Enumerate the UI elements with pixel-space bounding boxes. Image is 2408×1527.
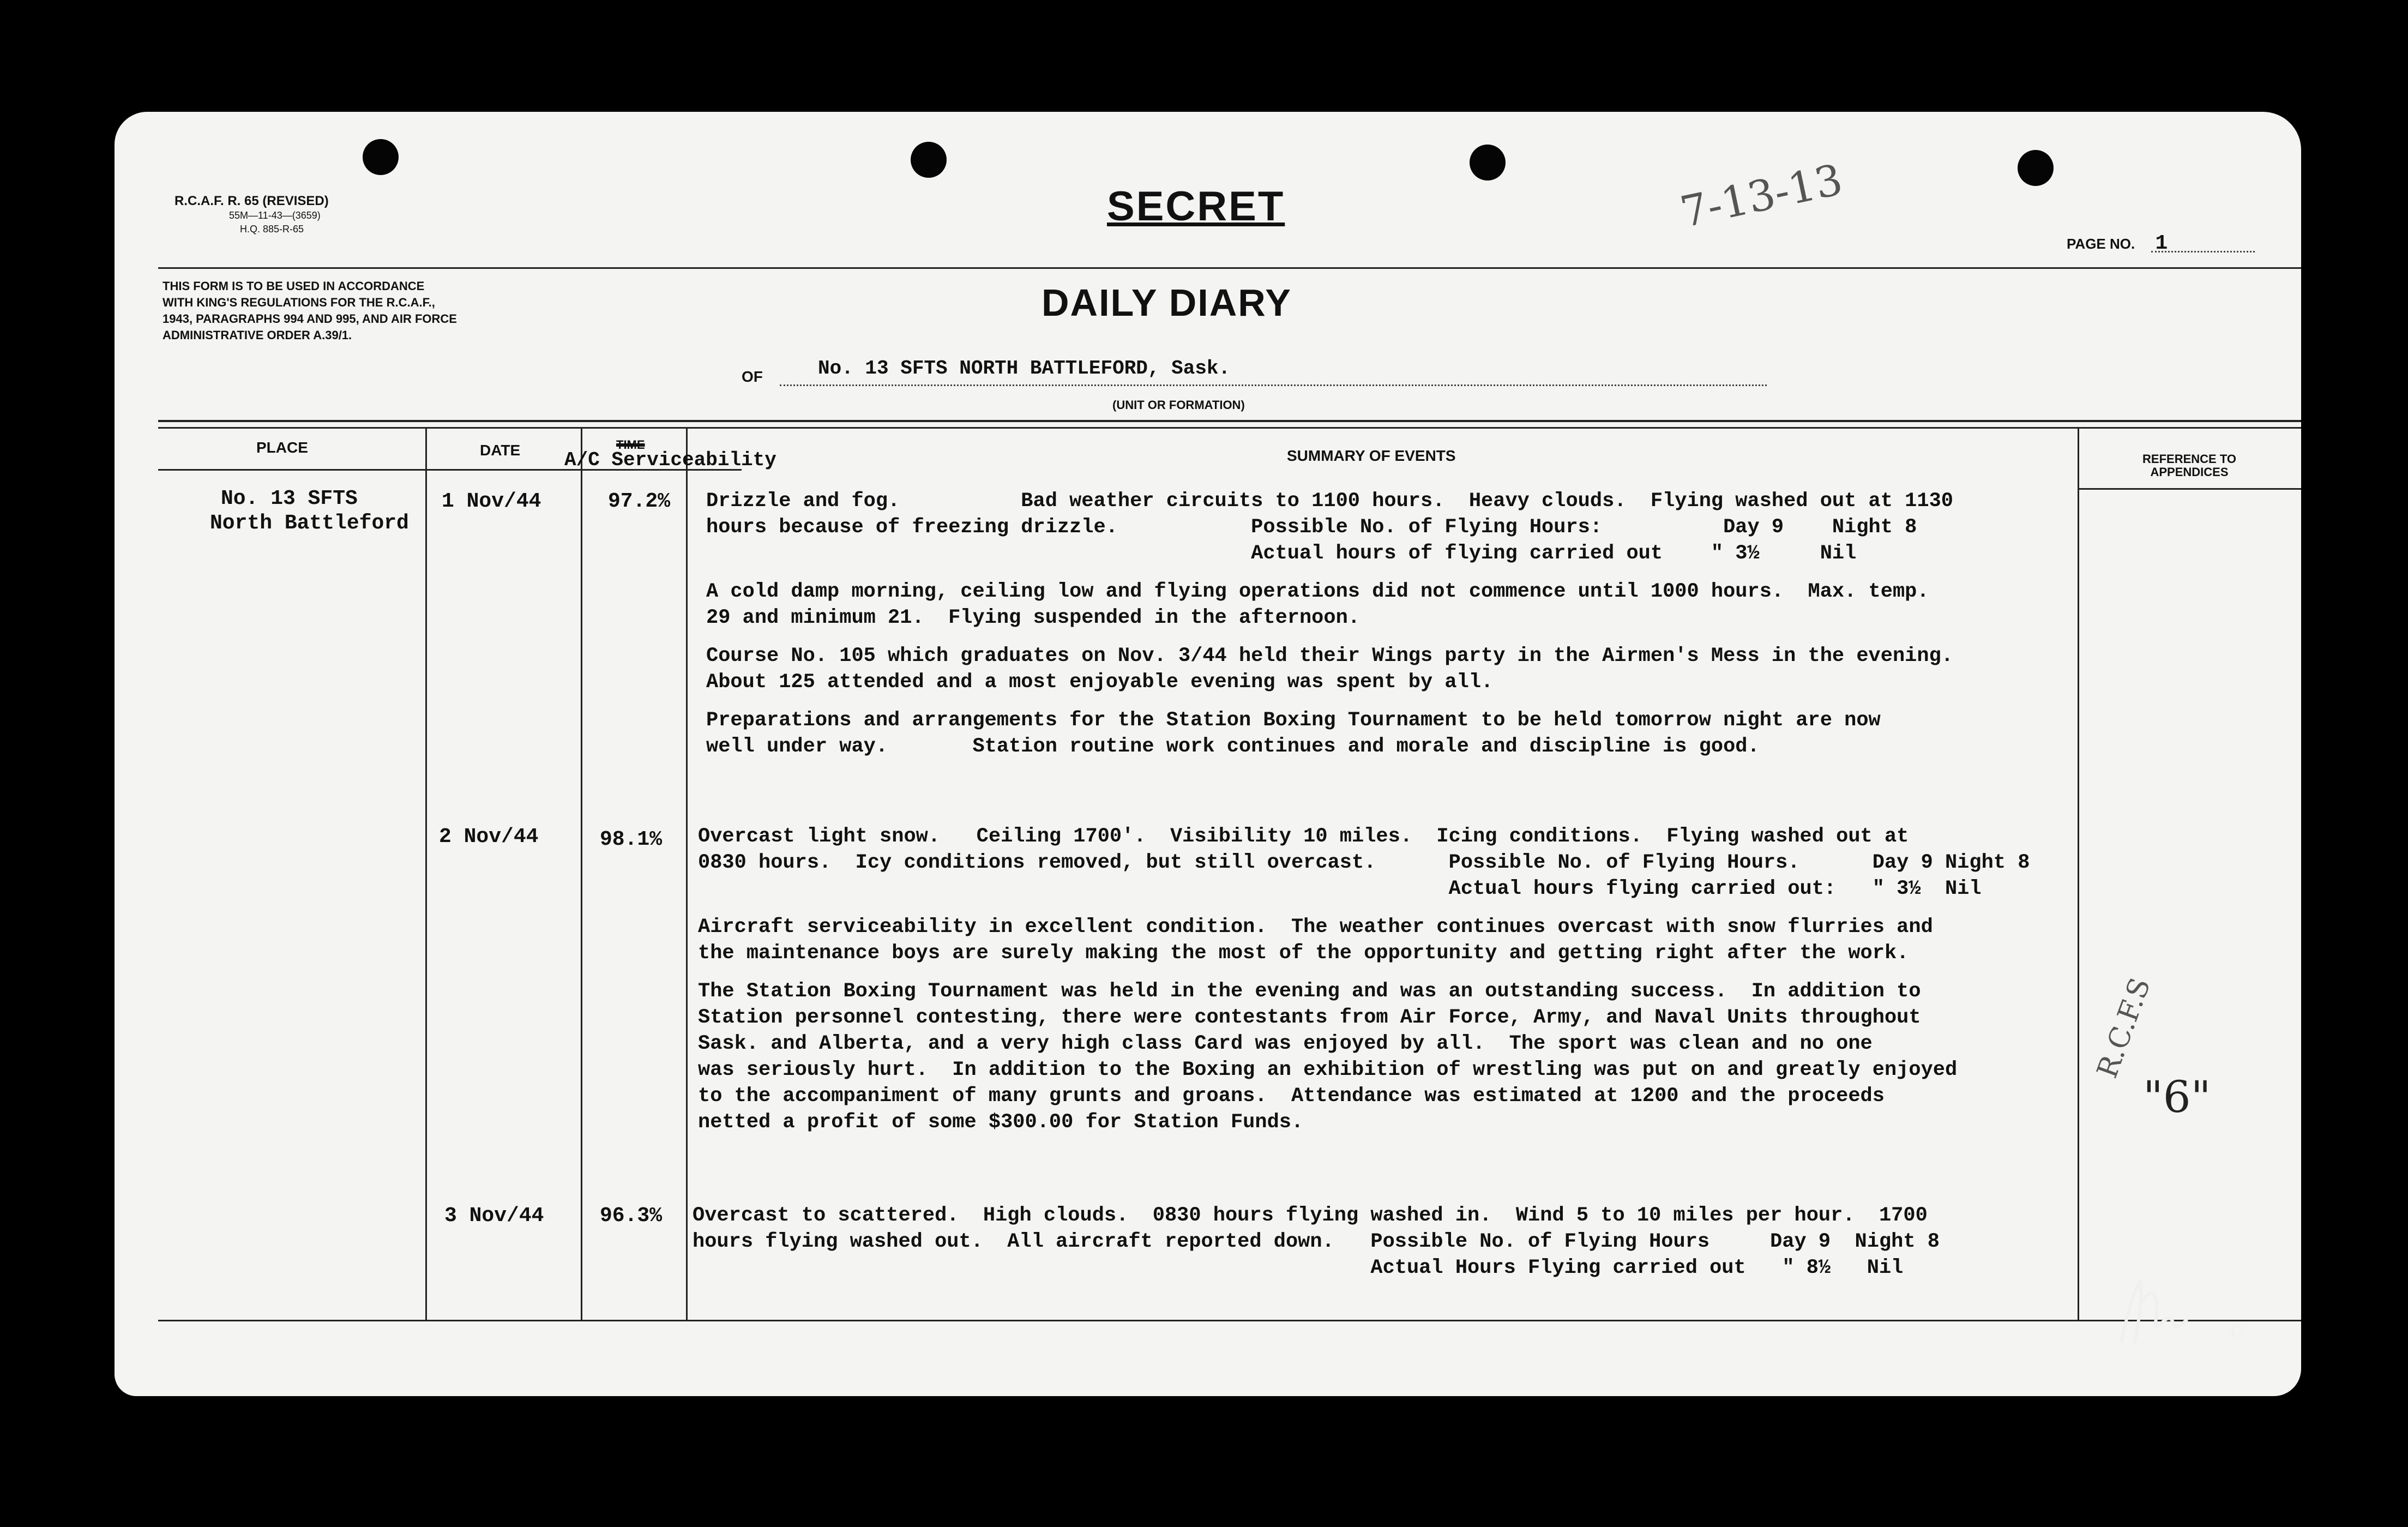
column-divider [425, 427, 427, 1321]
of-label: OF [742, 368, 763, 385]
column-header-date: DATE [480, 442, 521, 459]
instruction-line: ADMINISTRATIVE ORDER A.39/1. [162, 328, 352, 342]
place-text: No. 13 SFTS [221, 487, 358, 510]
table-top-rule [158, 427, 2301, 429]
column-header-serviceability: A/C Serviceability [564, 449, 776, 471]
unit-caption: (UNIT OR FORMATION) [1112, 398, 1245, 412]
unit-line [780, 384, 1767, 386]
summary-line: was seriously hurt. In addition to the Boxing an exhibition of wrestling was put on and greatly enjoyed [698, 1059, 1958, 1081]
summary-line: Aircraft serviceability in excellent condition. The weather continues overcast with snow flurries and [698, 916, 1933, 939]
summary-line: Sask. and Alberta, and a very high class Card was enjoyed by all. The sport was clean and no one [698, 1032, 1873, 1055]
summary-line: Course No. 105 which graduates on Nov. 3/44 held their Wings party in the Airmen's Mess in the evening. [706, 645, 1953, 668]
summary-line: 29 and minimum 21. Flying suspended in the afternoon. [706, 606, 1360, 629]
instruction-line: THIS FORM IS TO BE USED IN ACCORDANCE [162, 279, 425, 293]
summary-line: to the accompaniment of many grunts and groans. Attendance was estimated at 1200 and the proceeds [698, 1085, 1885, 1108]
summary-line: netted a profit of some $300.00 for Station Funds. [698, 1111, 1304, 1134]
summary-line: A cold damp morning, ceiling low and flying operations did not commence until 1000 hours. Max. temp. [706, 580, 1929, 603]
form-code: H.Q. 885-R-65 [240, 224, 304, 235]
page-number: 1 [2155, 232, 2168, 255]
punch-hole [2018, 150, 2054, 186]
summary-line: hours because of freezing drizzle. Possible No. of Flying Hours: Day 9 Night 8 [706, 516, 1917, 539]
entry-date: 1 Nov/44 [442, 490, 541, 513]
summary-line: Actual hours flying carried out: " 3½ Nil [698, 877, 1982, 900]
summary-line [706, 567, 1953, 579]
summary-line: 0830 hours. Icy conditions removed, but still overcast. Possible No. of Flying Hours. Day 9 Night 8 [698, 851, 2030, 874]
appendix-note: "6" [2143, 1072, 2211, 1122]
column-header-reference: REFERENCE TO APPENDICES [2142, 452, 2236, 479]
column-divider [2078, 427, 2079, 1321]
summary-line: Actual Hours Flying carried out " 8½ Nil [693, 1257, 1904, 1279]
page-label: PAGE NO. [2067, 236, 2135, 252]
entry-summary [693, 1203, 1940, 1281]
entry-summary [706, 488, 1953, 760]
summary-line [706, 695, 1953, 707]
summary-line: hours flying washed out. All aircraft reported down. Possible No. of Flying Hours Day 9 Night 8 [693, 1230, 1940, 1253]
summary-line [706, 631, 1953, 643]
column-header-summary: SUMMARY OF EVENTS [1287, 447, 1456, 464]
summary-line: Actual hours of flying carried out " 3½ Nil [706, 542, 1857, 565]
unit-name: No. 13 SFTS NORTH BATTLEFORD, Sask. [818, 357, 1231, 380]
instruction-line: 1943, PARAGRAPHS 994 AND 995, AND AIR FORCE [162, 312, 457, 326]
diary-sheet [115, 112, 2301, 1396]
punch-hole [1470, 145, 1506, 181]
form-instructions [162, 278, 457, 344]
summary-line: well under way. Station routine work continues and morale and discipline is good. [706, 735, 1760, 758]
column-divider [686, 427, 688, 1321]
page-number-line [2151, 251, 2255, 253]
appendix-note: R.C.F.S [2091, 973, 2157, 1083]
punch-hole [363, 139, 399, 175]
form-code: 55M—11-43—(3659) [229, 210, 321, 221]
entry-serviceability: 96.3% [600, 1204, 663, 1228]
summary-line: Overcast to scattered. High clouds. 0830 hours flying washed in. Wind 5 to 10 miles per hour. 1700 [693, 1204, 1928, 1227]
header-rule [158, 267, 2301, 269]
summary-line: Drizzle and fog. Bad weather circuits to 1100 hours. Heavy clouds. Flying washed out at 1130 [706, 490, 1953, 513]
summary-line: Preparations and arrangements for the Station Boxing Tournament to be held tomorrow night are now [706, 709, 1881, 732]
summary-line: Station personnel contesting, there were contestants from Air Force, Army, and Naval Units throughout [698, 1006, 1921, 1029]
entry-summary [698, 823, 2030, 1135]
signature-initials: c [2230, 1317, 2243, 1342]
column-header-rule [2078, 488, 2301, 490]
summary-line [698, 902, 2030, 914]
column-header-place: PLACE [256, 439, 308, 456]
summary-line [698, 966, 2030, 978]
signature [2110, 1271, 2219, 1347]
summary-line: About 125 attended and a most enjoyable evening was spent by all. [706, 671, 1494, 694]
form-number: R.C.A.F. R. 65 (REVISED) [174, 194, 329, 208]
column-divider [581, 427, 582, 1321]
classification-stamp: SECRET [1107, 183, 1285, 230]
place-text: North Battleford [210, 512, 409, 535]
entry-date: 3 Nov/44 [444, 1204, 544, 1228]
entry-date: 2 Nov/44 [439, 825, 539, 849]
entry-serviceability: 97.2% [608, 490, 671, 513]
table-bottom-rule [158, 1320, 2301, 1321]
handwritten-reference: 7-13-13 [1676, 155, 1847, 238]
column-header-time: TIME [616, 438, 645, 452]
summary-line: the maintenance boys are surely making the most of the opportunity and getting right after the work. [698, 942, 1909, 965]
document-title: DAILY DIARY [1042, 281, 1292, 324]
instruction-line: WITH KING'S REGULATIONS FOR THE R.C.A.F., [162, 296, 435, 309]
table-top-rule [158, 420, 2301, 422]
punch-hole [911, 142, 947, 178]
summary-line: Overcast light snow. Ceiling 1700'. Visibility 10 miles. Icing conditions. Flying washed out at [698, 825, 1909, 848]
entry-serviceability: 98.1% [600, 828, 663, 851]
summary-line: The Station Boxing Tournament was held in the evening and was an outstanding success. In addition to [698, 980, 1921, 1003]
